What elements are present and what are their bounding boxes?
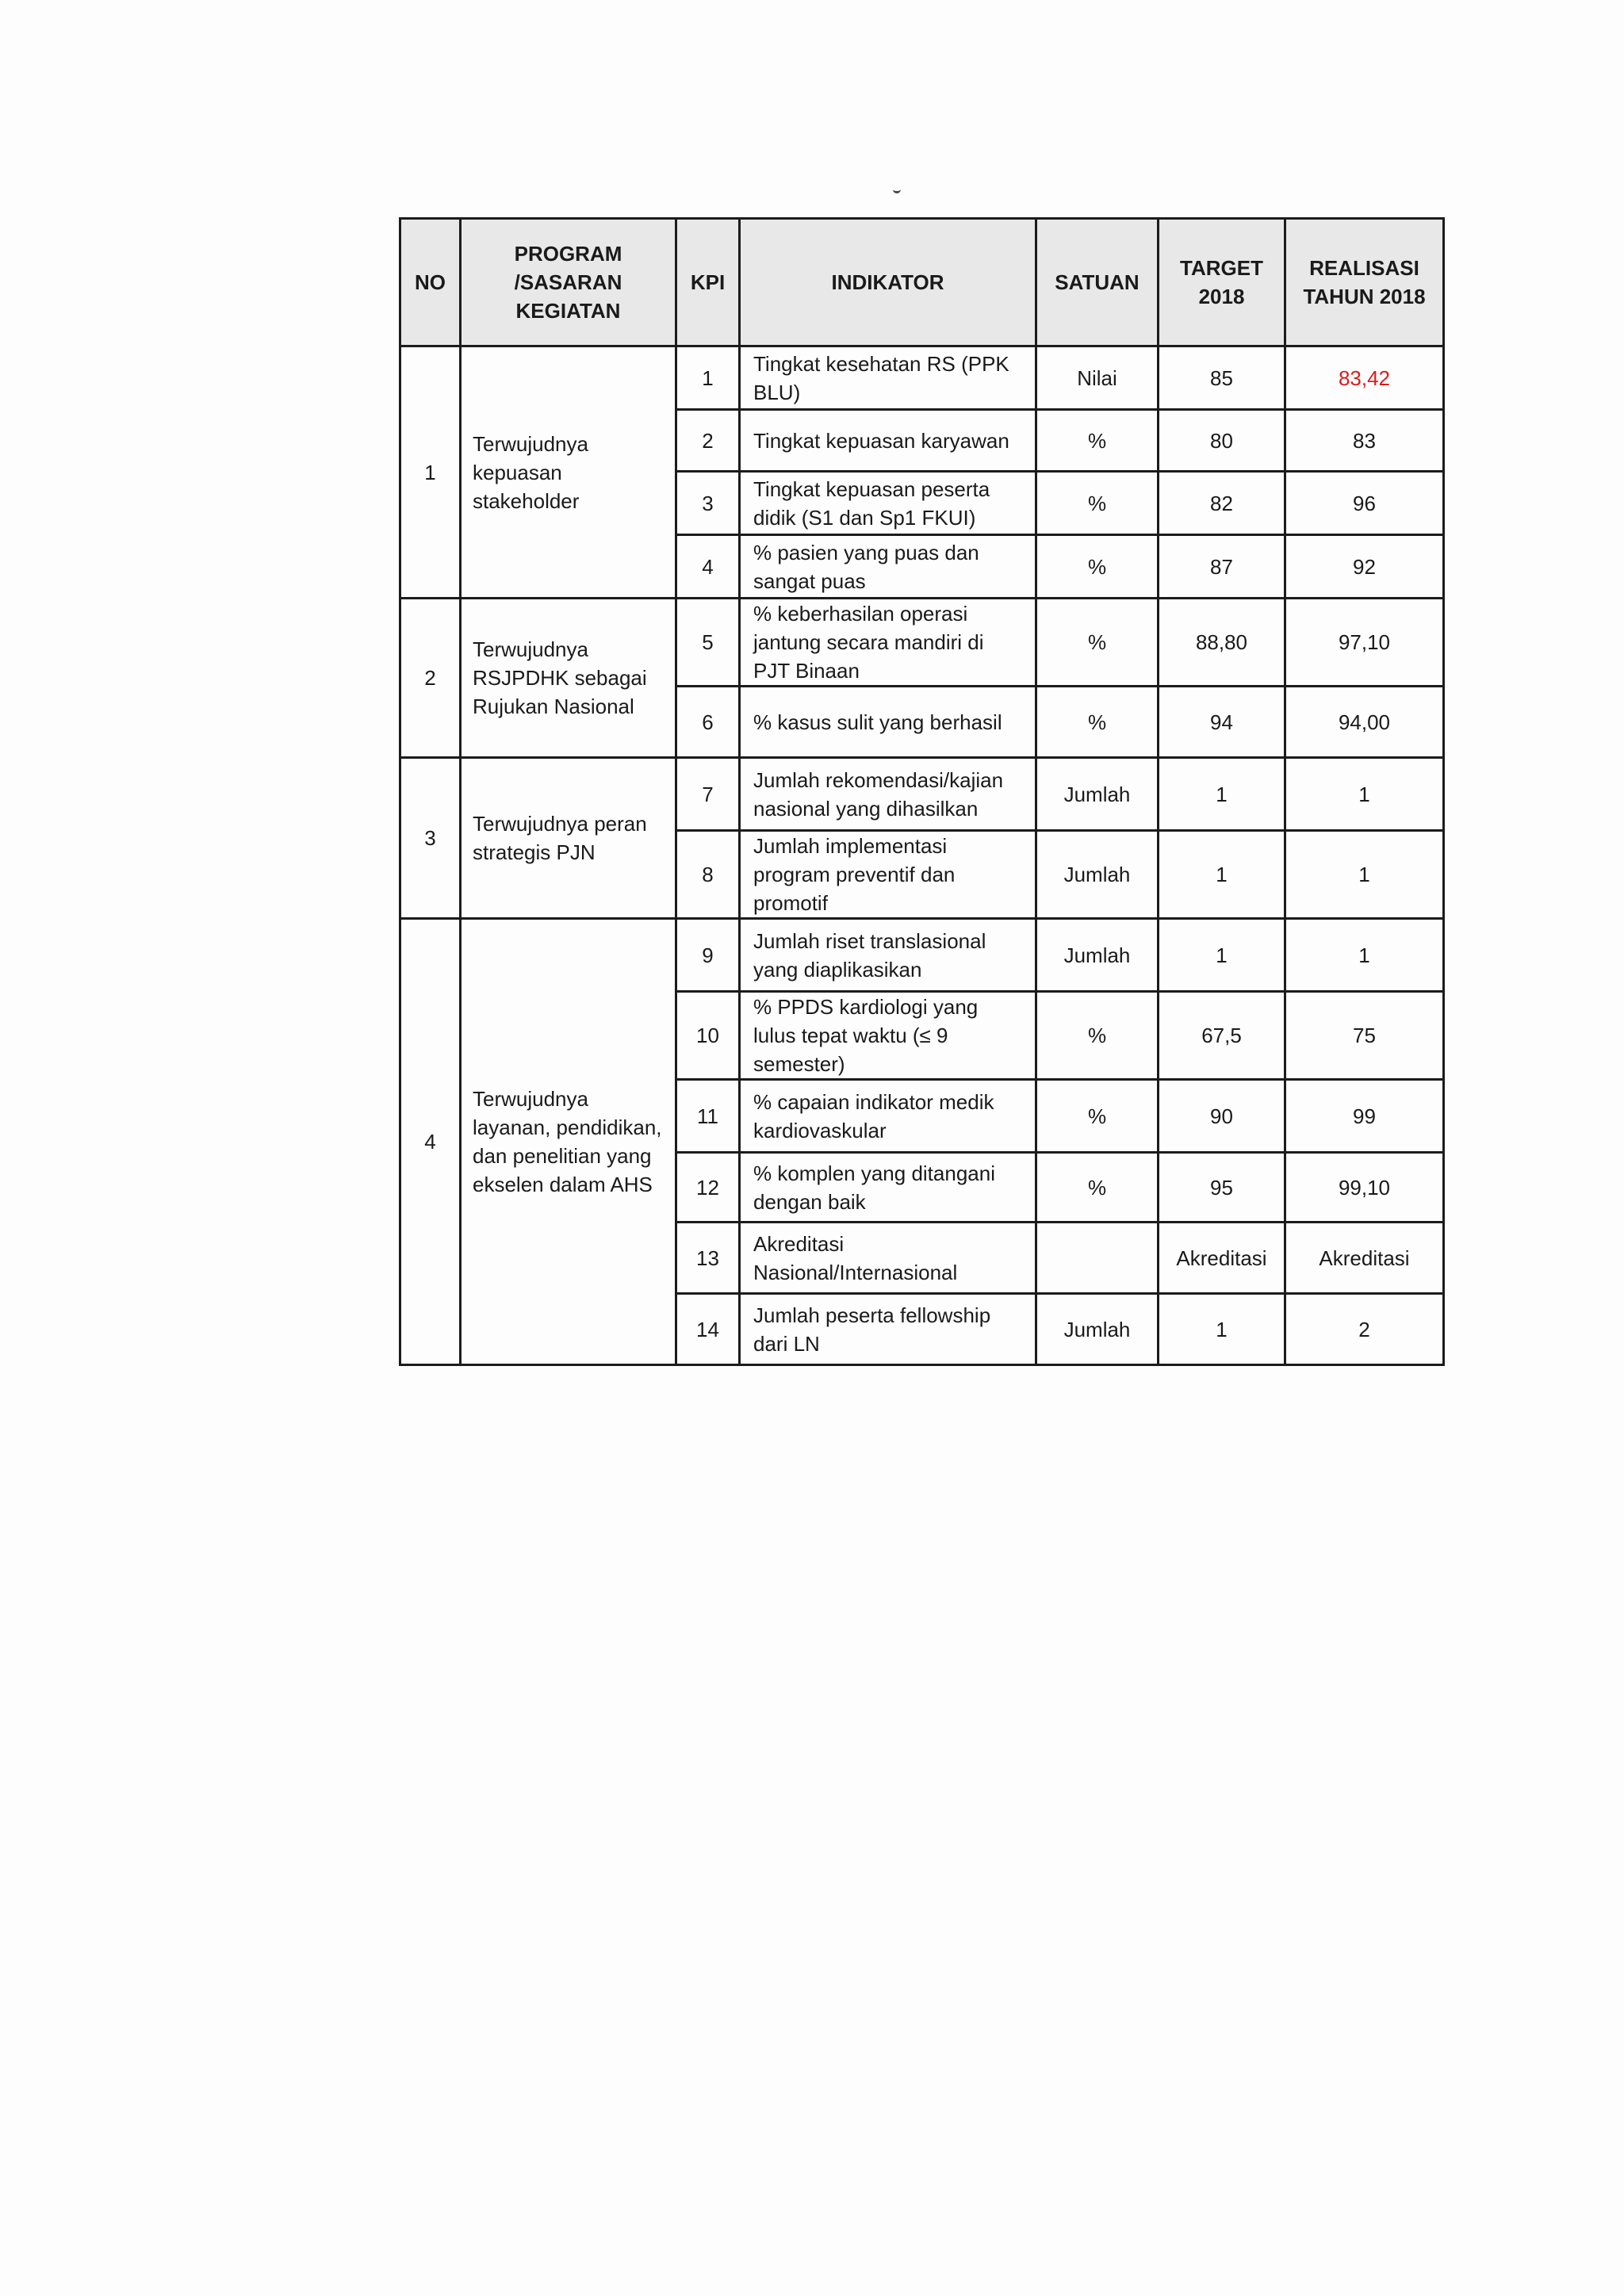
kpi-cell: 6 [676,687,740,758]
header-program: PROGRAM /SASARAN KEGIATAN [461,219,676,346]
kpi-cell: 14 [676,1294,740,1365]
header-no: NO [400,219,461,346]
group-program: Terwujudnya kepuasan stakeholder [461,346,676,599]
kpi-cell: 7 [676,758,740,831]
satuan-cell: % [1036,410,1159,472]
realisasi-cell: 1 [1285,831,1444,919]
realisasi-cell: 99 [1285,1080,1444,1153]
satuan-cell: Nilai [1036,346,1159,410]
realisasi-cell: 96 [1285,472,1444,535]
satuan-cell: % [1036,1080,1159,1153]
indikator-cell: Jumlah peserta fellowship dari LN [740,1294,1036,1365]
indikator-cell: % kasus sulit yang berhasil [740,687,1036,758]
satuan-cell: Jumlah [1036,831,1159,919]
target-cell: 94 [1159,687,1285,758]
realisasi-cell: 97,10 [1285,599,1444,687]
kpi-cell: 13 [676,1223,740,1294]
satuan-cell: % [1036,472,1159,535]
header-indikator: INDIKATOR [740,219,1036,346]
kpi-cell: 12 [676,1153,740,1223]
realisasi-cell: 99,10 [1285,1153,1444,1223]
kpi-cell: 8 [676,831,740,919]
target-cell: 80 [1159,410,1285,472]
satuan-cell: % [1036,599,1159,687]
target-cell: 87 [1159,535,1285,599]
kpi-cell: 2 [676,410,740,472]
realisasi-cell: Akreditasi [1285,1223,1444,1294]
target-cell: 95 [1159,1153,1285,1223]
kpi-cell: 9 [676,919,740,992]
target-cell: 85 [1159,346,1285,410]
indikator-cell: Tingkat kesehatan RS (PPK BLU) [740,346,1036,410]
header-realisasi: REALISASI TAHUN 2018 [1285,219,1444,346]
kpi-cell: 11 [676,1080,740,1153]
table-row [400,346,1444,410]
kpi-cell: 5 [676,599,740,687]
group-no: 4 [400,919,461,1365]
indikator-cell: % PPDS kardiologi yang lulus tepat waktu (≤ 9 semester) [740,992,1036,1080]
table-row [400,758,1444,831]
target-cell: Akreditasi [1159,1223,1285,1294]
satuan-cell: % [1036,1153,1159,1223]
satuan-cell: Jumlah [1036,758,1159,831]
indikator-cell: Tingkat kepuasan karyawan [740,410,1036,472]
realisasi-cell: 92 [1285,535,1444,599]
kpi-cell: 1 [676,346,740,410]
satuan-cell: Jumlah [1036,919,1159,992]
group-no: 3 [400,758,461,919]
target-cell: 1 [1159,758,1285,831]
header-target: TARGET 2018 [1159,219,1285,346]
realisasi-cell: 1 [1285,919,1444,992]
header-row [400,219,1444,346]
target-cell: 82 [1159,472,1285,535]
target-cell: 1 [1159,919,1285,992]
kpi-cell: 3 [676,472,740,535]
table-row [400,599,1444,687]
indikator-cell: % komplen yang ditangani dengan baik [740,1153,1036,1223]
target-cell: 1 [1159,831,1285,919]
realisasi-cell: 75 [1285,992,1444,1080]
group-no: 2 [400,599,461,758]
realisasi-cell: 94,00 [1285,687,1444,758]
realisasi-cell: 1 [1285,758,1444,831]
target-cell: 88,80 [1159,599,1285,687]
table-row [400,919,1444,992]
indikator-cell: % capaian indikator medik kardiovaskular [740,1080,1036,1153]
target-cell: 67,5 [1159,992,1285,1080]
satuan-cell: % [1036,992,1159,1080]
satuan-cell [1036,1223,1159,1294]
stray-mark [893,187,901,193]
realisasi-cell: 2 [1285,1294,1444,1365]
header-satuan: SATUAN [1036,219,1159,346]
group-program: Terwujudnya RSJPDHK sebagai Rujukan Nasional [461,599,676,758]
indikator-cell: Tingkat kepuasan peserta didik (S1 dan Sp1 FKUI) [740,472,1036,535]
group-program: Terwujudnya layanan, pendidikan, dan penelitian yang ekselen dalam AHS [461,919,676,1365]
target-cell: 1 [1159,1294,1285,1365]
indikator-cell: Akreditasi Nasional/Internasional [740,1223,1036,1294]
target-cell: 90 [1159,1080,1285,1153]
indikator-cell: % keberhasilan operasi jantung secara mandiri di PJT Binaan [740,599,1036,687]
group-no: 1 [400,346,461,599]
indikator-cell: Jumlah rekomendasi/kajian nasional yang dihasilkan [740,758,1036,831]
indikator-cell: Jumlah implementasi program preventif dan promotif [740,831,1036,919]
indikator-cell: Jumlah riset translasional yang diaplikasikan [740,919,1036,992]
kpi-cell: 4 [676,535,740,599]
satuan-cell: % [1036,687,1159,758]
satuan-cell: Jumlah [1036,1294,1159,1365]
group-program: Terwujudnya peran strategis PJN [461,758,676,919]
header-kpi: KPI [676,219,740,346]
satuan-cell: % [1036,535,1159,599]
realisasi-cell: 83 [1285,410,1444,472]
kpi-table [399,217,1445,1366]
kpi-cell: 10 [676,992,740,1080]
realisasi-cell-highlight: 83,42 [1285,346,1444,410]
indikator-cell: % pasien yang puas dan sangat puas [740,535,1036,599]
